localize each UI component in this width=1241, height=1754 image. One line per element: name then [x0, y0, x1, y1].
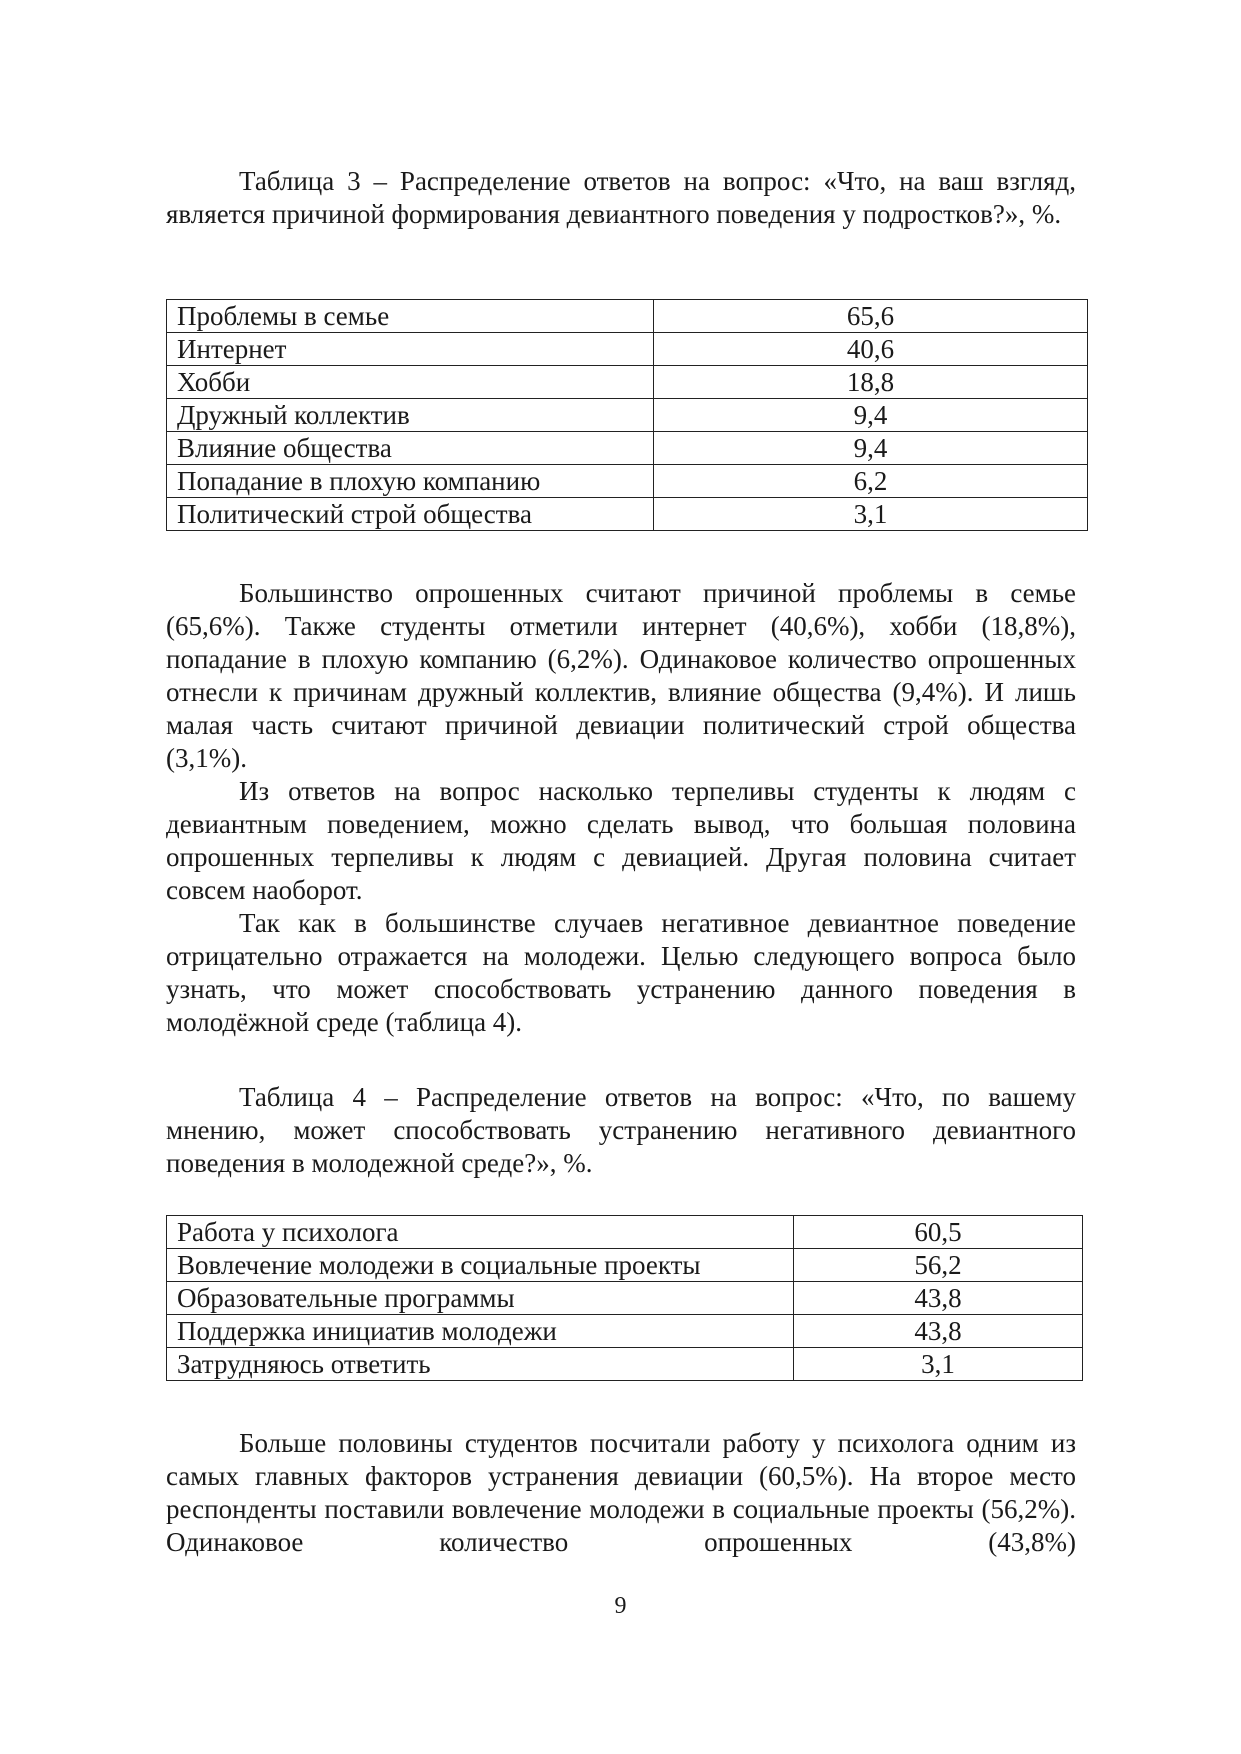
table3-value: 9,4 [654, 432, 1088, 465]
table-row [167, 366, 1088, 399]
table-row [167, 465, 1088, 498]
table-row [167, 399, 1088, 432]
table4-label: Образовательные программы [167, 1282, 794, 1315]
table-row [167, 1315, 1083, 1348]
table3-value: 65,6 [654, 300, 1088, 333]
table-row [167, 498, 1088, 531]
table3 [166, 299, 1088, 531]
table4-value: 56,2 [794, 1249, 1083, 1282]
table3-caption: Таблица 3 – Распределение ответов на вопрос: «Что, на ваш взгляд, является причиной формирования девиантного поведения у подростков?», %. [166, 166, 1076, 229]
table-row [167, 1249, 1083, 1282]
paragraph: Так как в большинстве случаев негативное девиантное поведение отрицательно отражается на молодежи. Целью следующего вопроса было узнать, что может способствовать устранению данного поведения в молодёжной среде (таблица 4). [166, 908, 1076, 1037]
table4-value: 60,5 [794, 1216, 1083, 1249]
table4-value: 43,8 [794, 1282, 1083, 1315]
table3-label: Политический строй общества [167, 498, 654, 531]
table3-label: Дружный коллектив [167, 399, 654, 432]
table3-label: Влияние общества [167, 432, 654, 465]
table4-value: 43,8 [794, 1315, 1083, 1348]
body-text-1 [166, 577, 1076, 1039]
table4-value: 3,1 [794, 1348, 1083, 1381]
table3-label: Попадание в плохую компанию [167, 465, 654, 498]
table4-label: Затрудняюсь ответить [167, 1348, 794, 1381]
table-row [167, 1216, 1083, 1249]
body-text-2 [166, 1427, 1076, 1559]
table3-caption-block [166, 165, 1076, 231]
paragraph: Большинство опрошенных считают причиной проблемы в семье (65,6%). Также студенты отметили интернет (40,6%), хобби (18,8%), попадание в плохую компанию (6,2%). Одинаковое количество опрошенных отнесли к причинам дружный коллектив, влияние общества (9,4%). И лишь малая часть считают причиной девиации политический строй общества (3,1%). [166, 578, 1076, 773]
table-row [167, 1282, 1083, 1315]
table-row [167, 432, 1088, 465]
table4-label: Работа у психолога [167, 1216, 794, 1249]
table3-label: Проблемы в семье [167, 300, 654, 333]
table3-value: 3,1 [654, 498, 1088, 531]
paragraph: Больше половины студентов посчитали работу у психолога одним из самых главных факторов устранения девиации (60,5%). На второе место респонденты поставили вовлечение молодежи в социальные проекты (56,2%). Одинаковое количество опрошенных (43,8%) [166, 1428, 1076, 1557]
table3-value: 40,6 [654, 333, 1088, 366]
page-number: 9 [614, 1593, 627, 1619]
table4-caption-block [166, 1081, 1076, 1180]
table3-value: 9,4 [654, 399, 1088, 432]
paragraph: Из ответов на вопрос насколько терпеливы студенты к людям с девиантным поведением, можно сделать вывод, что большая половина опрошенных терпеливы к людям с девиацией. Другая половина считает совсем наоборот. [166, 776, 1076, 905]
table4-label: Вовлечение молодежи в социальные проекты [167, 1249, 794, 1282]
table-row [167, 333, 1088, 366]
table4-label: Поддержка инициатив молодежи [167, 1315, 794, 1348]
table-row [167, 300, 1088, 333]
table3-value: 18,8 [654, 366, 1088, 399]
table3-label: Хобби [167, 366, 654, 399]
table-row [167, 1348, 1083, 1381]
table3-value: 6,2 [654, 465, 1088, 498]
table4 [166, 1215, 1083, 1381]
table4-caption: Таблица 4 – Распределение ответов на вопрос: «Что, по вашему мнению, может способствовать устранению негативного девиантного поведения в молодежной среде?», %. [166, 1082, 1076, 1178]
table3-label: Интернет [167, 333, 654, 366]
